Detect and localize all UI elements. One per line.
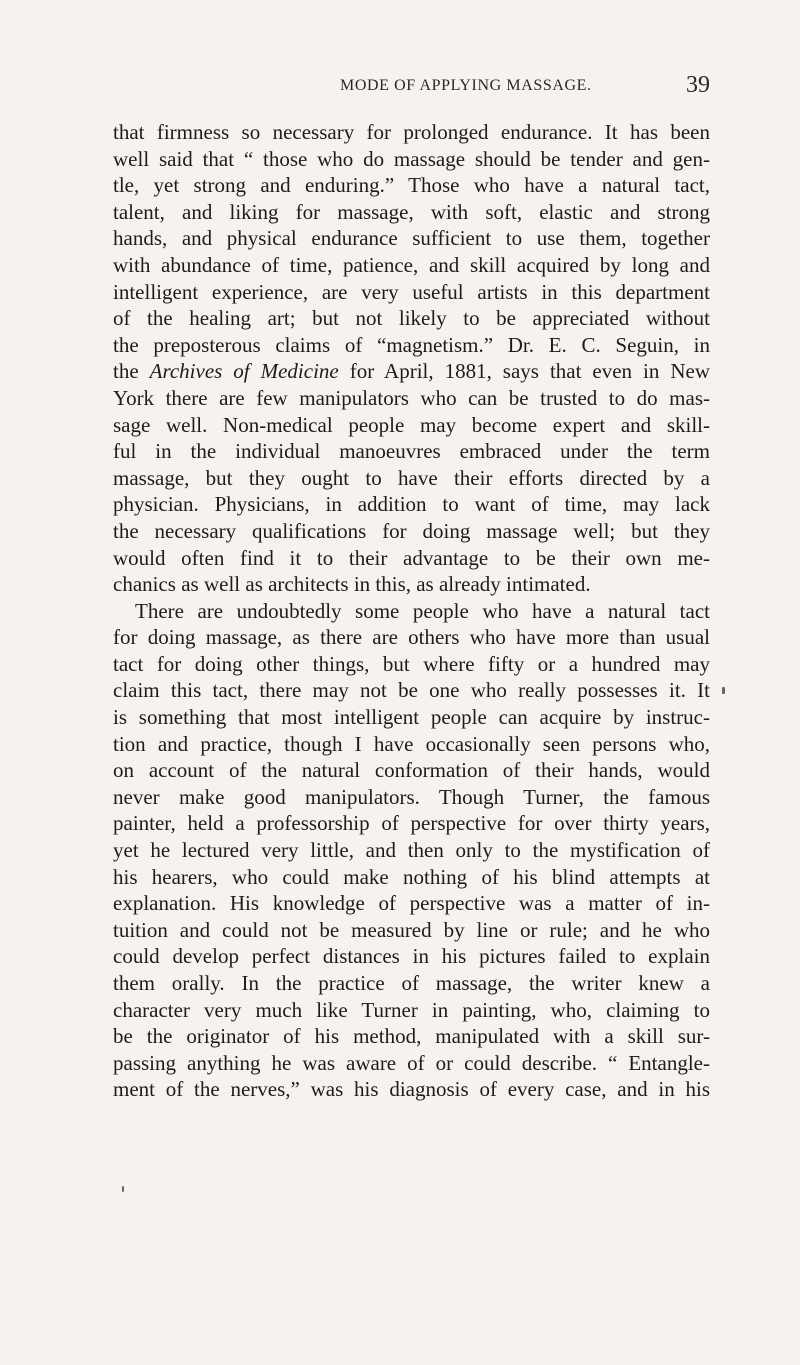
text-line: York there are few manipulators who can be trusted to do mas- bbox=[113, 385, 710, 410]
text-line: could develop perfect distances in his pictures failed to explain bbox=[113, 944, 710, 969]
body-text bbox=[113, 119, 710, 1103]
text-line: tuition and could not be measured by line or rule; and he who bbox=[113, 917, 710, 942]
text-line: talent, and liking for massage, with soft, elastic and strong bbox=[113, 199, 710, 224]
text-line: tion and practice, though I have occasionally seen persons who, bbox=[113, 731, 710, 756]
text-line: ment of the nerves,” was his diagnosis of every case, and in his bbox=[113, 1077, 710, 1102]
journal-title: Archives of Medicine bbox=[149, 359, 339, 384]
citation-after: for April, 1881, says that even in New bbox=[338, 359, 710, 384]
margin-speck bbox=[122, 1186, 124, 1192]
text-line-paragraph-start: There are undoubtedly some people who have a natural tact bbox=[135, 598, 710, 623]
text-line: would often find it to their advantage to be their own me- bbox=[113, 545, 710, 570]
text-line: passing anything he was aware of or could describe. “ Entangle- bbox=[113, 1050, 710, 1075]
text-line: physician. Physicians, in addition to want of time, may lack bbox=[113, 492, 710, 517]
text-line: tact for doing other things, but where fifty or a hundred may bbox=[113, 651, 710, 676]
text-line: hands, and physical endurance sufficient to use them, together bbox=[113, 226, 710, 251]
running-head bbox=[113, 72, 710, 101]
margin-speck bbox=[722, 687, 725, 694]
text-line: his hearers, who could make nothing of his blind attempts at bbox=[113, 864, 710, 889]
text-line: for doing massage, as there are others who have more than usual bbox=[113, 625, 710, 650]
running-title: MODE OF APPLYING MASSAGE. bbox=[340, 77, 592, 94]
text-line: yet he lectured very little, and then only to the mystification of bbox=[113, 838, 710, 863]
text-line: intelligent experience, are very useful artists in this department bbox=[113, 279, 710, 304]
text-line: that firmness so necessary for prolonged endurance. It has been bbox=[113, 120, 710, 144]
text-line: the preposterous claims of “magnetism.” Dr. E. C. Seguin, in bbox=[113, 332, 710, 357]
text-line: the necessary qualifications for doing massage well; but they bbox=[113, 518, 710, 543]
text-line: massage, but they ought to have their efforts directed by a bbox=[113, 465, 710, 490]
text-line: of the healing art; but not likely to be appreciated without bbox=[113, 306, 710, 331]
text-line: chanics as well as architects in this, as already intimated. bbox=[113, 572, 591, 597]
text-line: be the originator of his method, manipulated with a skill sur- bbox=[113, 1024, 710, 1049]
text-line: sage well. Non-medical people may become expert and skill- bbox=[113, 412, 710, 437]
text-line: is something that most intelligent people can acquire by instruc- bbox=[113, 705, 710, 730]
text-line: well said that “ those who do massage should be tender and gen- bbox=[113, 146, 710, 171]
text-line: them orally. In the practice of massage, the writer knew a bbox=[113, 971, 710, 995]
text-line: on account of the natural conformation of their hands, would bbox=[113, 758, 710, 783]
citation-before: the bbox=[113, 359, 150, 384]
text-line: never make good manipulators. Though Turner, the famous bbox=[113, 784, 710, 809]
text-line: character very much like Turner in painting, who, claiming to bbox=[113, 997, 710, 1022]
text-line: ful in the individual manoeuvres embraced under the term bbox=[113, 439, 710, 464]
text-line: tle, yet strong and enduring.” Those who have a natural tact, bbox=[113, 173, 710, 198]
text-line-with-citation bbox=[113, 358, 710, 385]
text-line: with abundance of time, patience, and skill acquired by long and bbox=[113, 252, 710, 277]
page-number: 39 bbox=[686, 72, 710, 98]
text-line: explanation. His knowledge of perspective was a matter of in- bbox=[113, 891, 710, 916]
text-line: claim this tact, there may not be one who really possesses it. It bbox=[113, 678, 710, 703]
text-line: painter, held a professorship of perspective for over thirty years, bbox=[113, 811, 710, 836]
